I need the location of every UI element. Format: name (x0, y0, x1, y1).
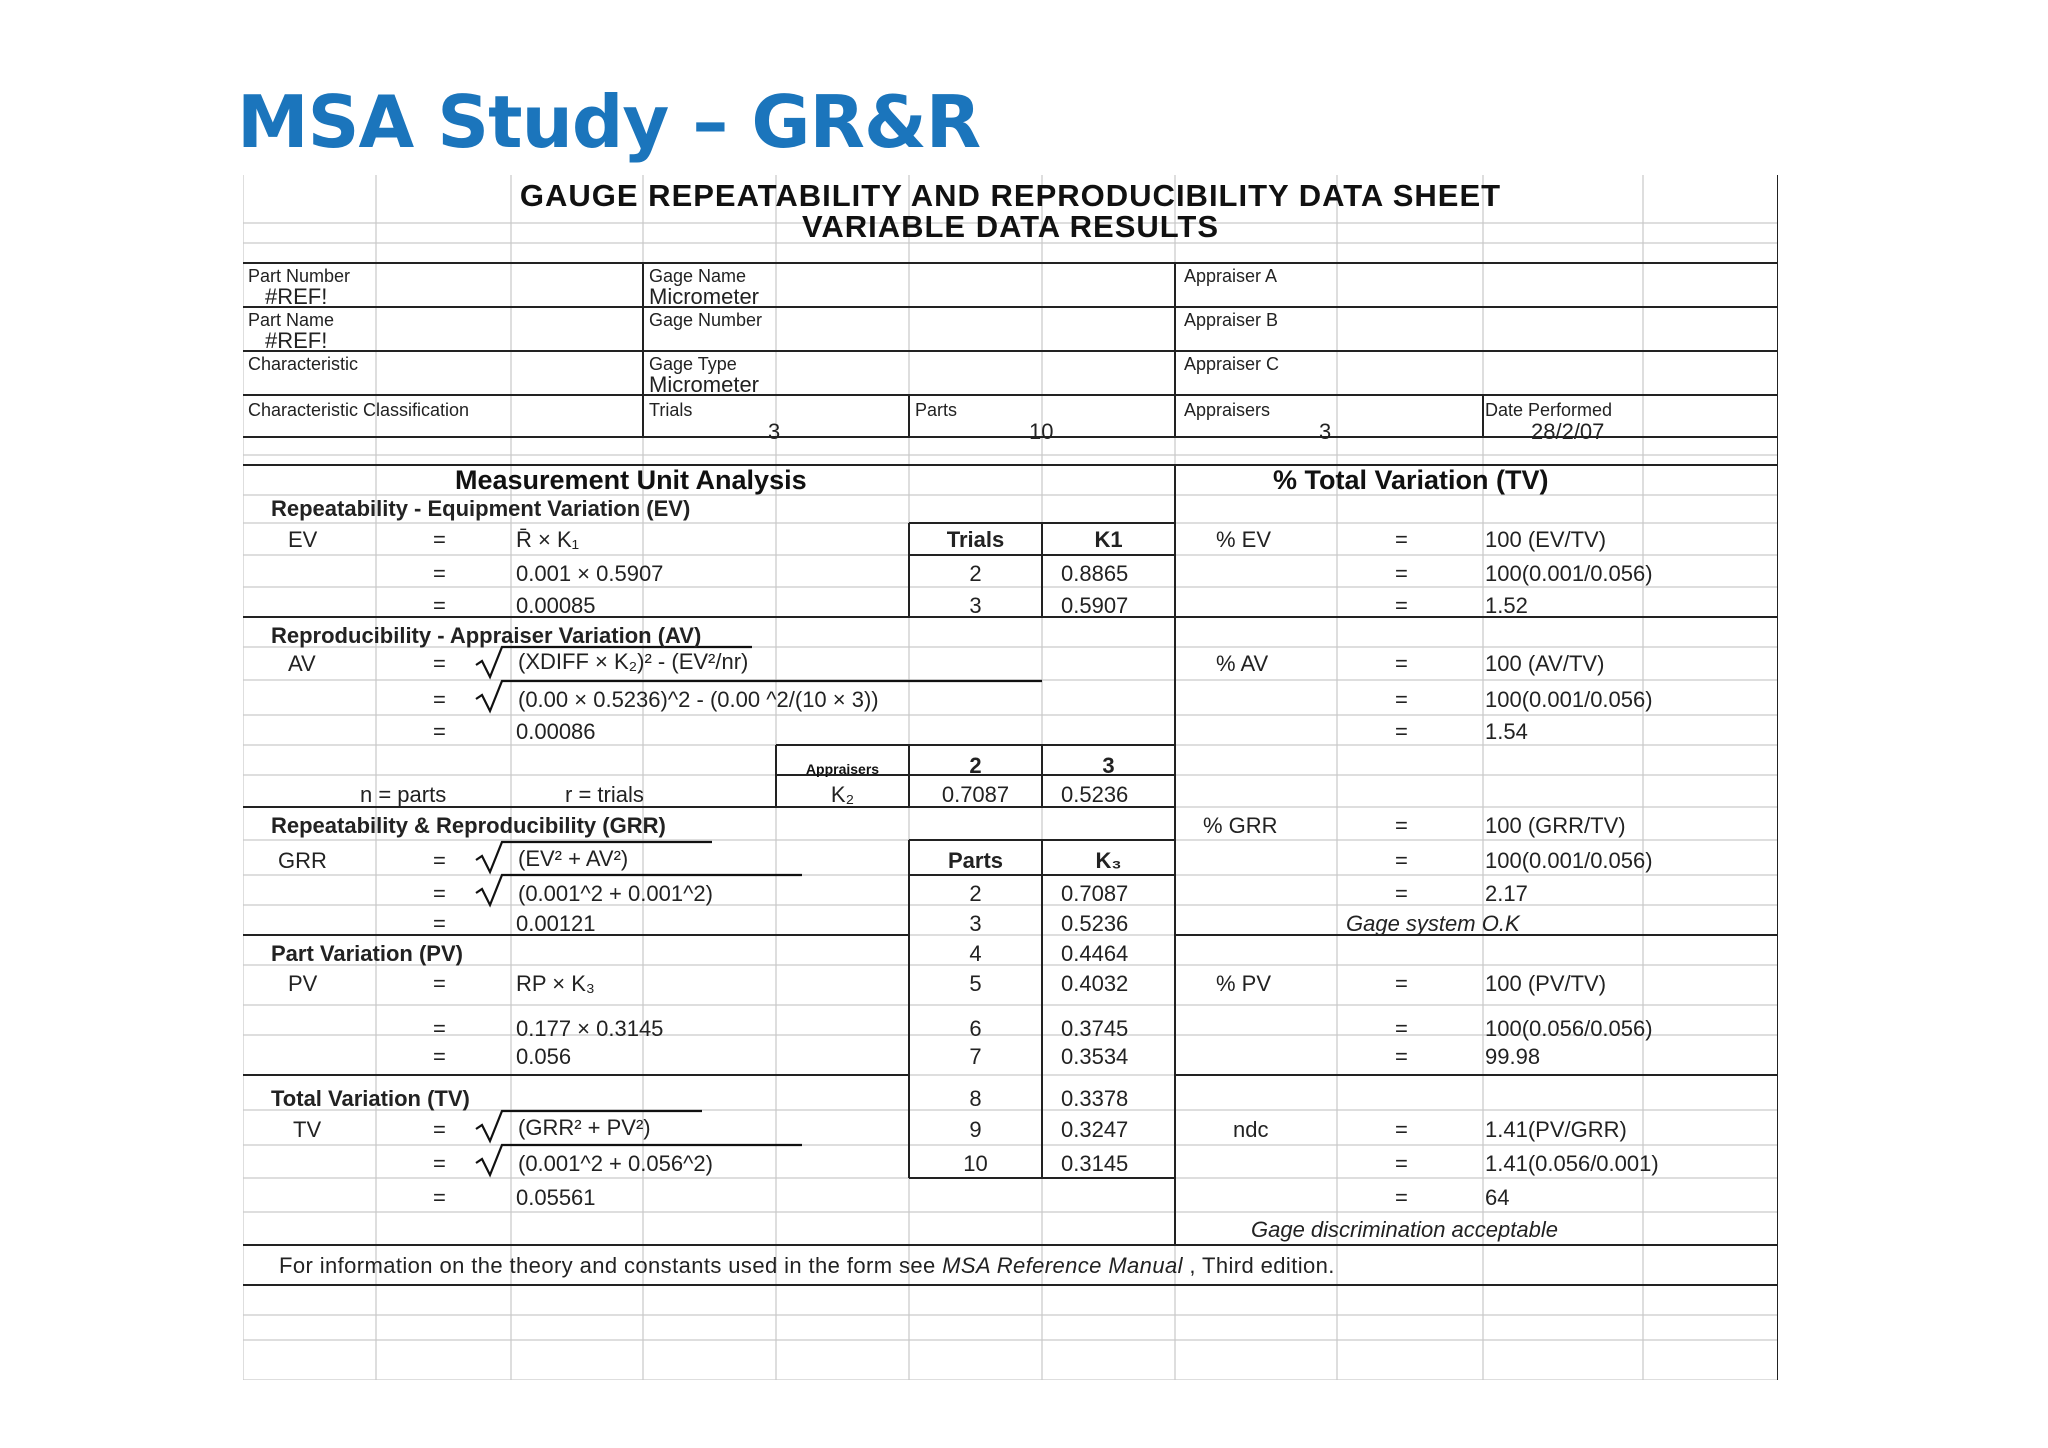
k3-table-parts-header: Parts (947, 848, 1004, 873)
k3-table-parts-cell: 10 (963, 1151, 988, 1176)
k3-table-k3-cell: 0.5236 (1061, 911, 1129, 936)
pct-ev-substitution: 100(0.001/0.056) (1485, 561, 1653, 586)
parts-label: Parts (915, 400, 958, 420)
ndc-eq-3: = (1395, 1185, 1408, 1210)
tv-eq-2: = (433, 1151, 446, 1176)
ndc-formula: 1.41(PV/GRR) (1485, 1117, 1627, 1142)
ndc-label: ndc (1233, 1117, 1269, 1142)
k3-table-parts-cell: 4 (969, 941, 982, 966)
k1-table-trials-cell: 3 (969, 593, 982, 618)
parts-value: 10 (1029, 419, 1054, 444)
k1-table-k1-header: K1 (1094, 527, 1123, 552)
grr-symbol: GRR (278, 848, 327, 873)
pct-av-formula: 100 (AV/TV) (1485, 651, 1605, 676)
ev-result: 0.00085 (516, 593, 596, 618)
pct-av-eq-3: = (1395, 719, 1408, 744)
date-performed-label: Date Performed (1485, 400, 1613, 420)
pv-eq-2: = (433, 1016, 446, 1041)
pct-av-value: 1.54 (1485, 719, 1528, 744)
ev-substitution: 0.001 × 0.5907 (516, 561, 664, 586)
pct-av-eq-1: = (1395, 651, 1408, 676)
measurement-unit-analysis-heading: Measurement Unit Analysis (455, 465, 807, 495)
gage-name-value: Micrometer (649, 284, 760, 309)
pct-av-substitution: 100(0.001/0.056) (1485, 687, 1653, 712)
av-symbol: AV (288, 651, 316, 676)
grr-eq-2: = (433, 881, 446, 906)
footer-note (279, 1255, 1335, 1277)
k3-table-k3-cell: 0.3378 (1061, 1086, 1129, 1111)
tv-eq-1: = (433, 1117, 446, 1142)
k2-table-cell: 0.7087 (941, 782, 1010, 807)
gage-type-value: Micrometer (649, 372, 760, 397)
ev-symbol: EV (288, 527, 318, 552)
part-number-value: #REF! (265, 284, 328, 309)
pct-av-label: % AV (1216, 651, 1269, 676)
appraiser-a-label: Appraiser A (1184, 266, 1278, 286)
av-result: 0.00086 (516, 719, 596, 744)
pct-ev-eq-3: = (1395, 593, 1408, 618)
grr-eq-1: = (433, 848, 446, 873)
k2-table-row-label: K₂ (830, 782, 855, 807)
tv-section-label: Total Variation (TV) (271, 1086, 470, 1111)
pct-ev-label: % EV (1216, 527, 1272, 552)
ndc-eq-2: = (1395, 1151, 1408, 1176)
av-eq-3: = (433, 719, 446, 744)
characteristic-label: Characteristic (248, 354, 359, 374)
k3-table-parts-cell: 6 (969, 1016, 982, 1041)
pct-pv-value: 99.98 (1485, 1044, 1541, 1069)
grr-section-label: Repeatability & Reproducibility (GRR) (271, 813, 666, 838)
gage-type-label: Gage Type (649, 354, 737, 374)
appraiser-b-label: Appraiser B (1184, 310, 1279, 330)
pct-ev-eq-1: = (1395, 527, 1408, 552)
appraiser-c-label: Appraiser C (1184, 354, 1280, 374)
ev-eq-1: = (433, 527, 446, 552)
pv-eq-1: = (433, 971, 446, 996)
ndc-value: 64 (1485, 1185, 1510, 1210)
pv-substitution: 0.177 × 0.3145 (516, 1016, 664, 1041)
k3-table-k3-cell: 0.4464 (1061, 941, 1129, 966)
pct-grr-formula: 100 (GRR/TV) (1485, 813, 1626, 838)
ev-eq-2: = (433, 561, 446, 586)
pct-pv-formula: 100 (PV/TV) (1485, 971, 1607, 996)
pv-result: 0.056 (516, 1044, 572, 1069)
k1-table-trials-header: Trials (946, 527, 1005, 552)
k2-table-header-2: 2 (969, 753, 982, 778)
gage-discrimination-verdict: Gage discrimination acceptable (1251, 1217, 1558, 1242)
av-section-label: Reproducibility - Appraiser Variation (AV) (271, 623, 702, 648)
characteristic-classification-label: Characteristic Classification (248, 400, 470, 420)
k1-table-k1-cell: 0.5907 (1061, 593, 1129, 618)
k3-table-parts-cell: 8 (969, 1086, 982, 1111)
sheet-subtitle: VARIABLE DATA RESULTS (801, 209, 1220, 244)
k2-table-header-3: 3 (1102, 753, 1115, 778)
pct-pv-eq-1: = (1395, 971, 1408, 996)
footer-edition: , Third edition. (1182, 1253, 1335, 1278)
tv-result: 0.05561 (516, 1185, 596, 1210)
ev-section-label: Repeatability - Equipment Variation (EV) (271, 496, 691, 521)
pv-symbol: PV (288, 971, 318, 996)
grr-result: 0.00121 (516, 911, 596, 936)
k3-table-k3-cell: 0.4032 (1061, 971, 1129, 996)
ndc-substitution: 1.41(0.056/0.001) (1485, 1151, 1659, 1176)
pct-grr-value: 2.17 (1485, 881, 1528, 906)
appraisers-value: 3 (1319, 419, 1332, 444)
av-eq-2: = (433, 687, 446, 712)
tv-formula: (GRR² + PV²) (518, 1115, 651, 1140)
k1-table-trials-cell: 2 (969, 561, 982, 586)
tv-symbol: TV (293, 1117, 322, 1142)
grr-formula: (EV² + AV²) (518, 846, 629, 871)
k2-table-cell: 0.5236 (1061, 782, 1129, 807)
k3-table-k3-cell: 0.3145 (1061, 1151, 1129, 1176)
gage-system-verdict: Gage system O.K (1346, 911, 1520, 936)
pct-grr-eq-2: = (1395, 848, 1408, 873)
pct-ev-eq-2: = (1395, 561, 1408, 586)
av-substitution: (0.00 × 0.5236)^2 - (0.00 ^2/(10 × 3)) (518, 687, 879, 712)
k3-table-parts-cell: 7 (969, 1044, 982, 1069)
tv-eq-3: = (433, 1185, 446, 1210)
part-name-label: Part Name (248, 310, 335, 330)
footer-text: For information on the theory and constants used in the form see (279, 1253, 943, 1278)
pv-eq-3: = (433, 1044, 446, 1069)
k3-table-parts-cell: 5 (969, 971, 982, 996)
pv-section-label: Part Variation (PV) (271, 941, 463, 966)
ev-eq-3: = (433, 593, 446, 618)
gage-name-label: Gage Name (649, 266, 747, 286)
footer-reference: MSA Reference Manual (942, 1253, 1183, 1278)
trials-label: Trials (649, 400, 693, 420)
k3-table-k3-cell: 0.3247 (1061, 1117, 1129, 1142)
total-variation-heading: % Total Variation (TV) (1273, 465, 1549, 495)
k3-table-parts-cell: 2 (969, 881, 982, 906)
slide-title: MSA Study – GR&R (237, 80, 981, 164)
r-equals-trials-note: r = trials (565, 782, 644, 807)
n-equals-parts-note: n = parts (360, 782, 447, 807)
k3-table-parts-cell: 9 (969, 1117, 982, 1142)
av-formula: (XDIFF × K₂)² - (EV²/nr) (518, 649, 749, 674)
ev-formula: R̄ × K₁ (516, 527, 580, 552)
pct-pv-eq-2: = (1395, 1016, 1408, 1041)
k2-table-appraisers-header: Appraisers (805, 761, 880, 777)
av-eq-1: = (433, 651, 446, 676)
k3-table-k3-header: K₃ (1095, 848, 1122, 873)
pct-grr-eq-1: = (1395, 813, 1408, 838)
trials-value: 3 (768, 419, 781, 444)
pct-pv-substitution: 100(0.056/0.056) (1485, 1016, 1653, 1041)
pct-grr-label: % GRR (1203, 813, 1278, 838)
pv-formula: RP × K₃ (516, 971, 595, 996)
k3-table-k3-cell: 0.3745 (1061, 1016, 1129, 1041)
k3-table-k3-cell: 0.7087 (1061, 881, 1129, 906)
k1-table-k1-cell: 0.8865 (1061, 561, 1129, 586)
sheet-grid (243, 175, 1778, 1380)
pct-pv-eq-3: = (1395, 1044, 1408, 1069)
sheet-title: GAUGE REPEATABILITY AND REPRODUCIBILITY DATA SHEET (519, 178, 1502, 213)
part-name-value: #REF! (265, 328, 328, 353)
grr-data-sheet (243, 175, 1778, 1380)
ndc-eq-1: = (1395, 1117, 1408, 1142)
pct-grr-eq-3: = (1395, 881, 1408, 906)
pct-ev-formula: 100 (EV/TV) (1485, 527, 1607, 552)
grr-substitution: (0.001^2 + 0.001^2) (518, 881, 713, 906)
pct-ev-value: 1.52 (1485, 593, 1528, 618)
k3-table-k3-cell: 0.3534 (1061, 1044, 1129, 1069)
tv-substitution: (0.001^2 + 0.056^2) (518, 1151, 713, 1176)
date-performed-value: 28/2/07 (1531, 419, 1605, 444)
gage-number-label: Gage Number (649, 310, 763, 330)
pct-grr-substitution: 100(0.001/0.056) (1485, 848, 1653, 873)
k3-table-parts-cell: 3 (969, 911, 982, 936)
pct-pv-label: % PV (1216, 971, 1272, 996)
pct-av-eq-2: = (1395, 687, 1408, 712)
appraisers-label: Appraisers (1184, 400, 1271, 420)
part-number-label: Part Number (248, 266, 351, 286)
grr-eq-3: = (433, 911, 446, 936)
